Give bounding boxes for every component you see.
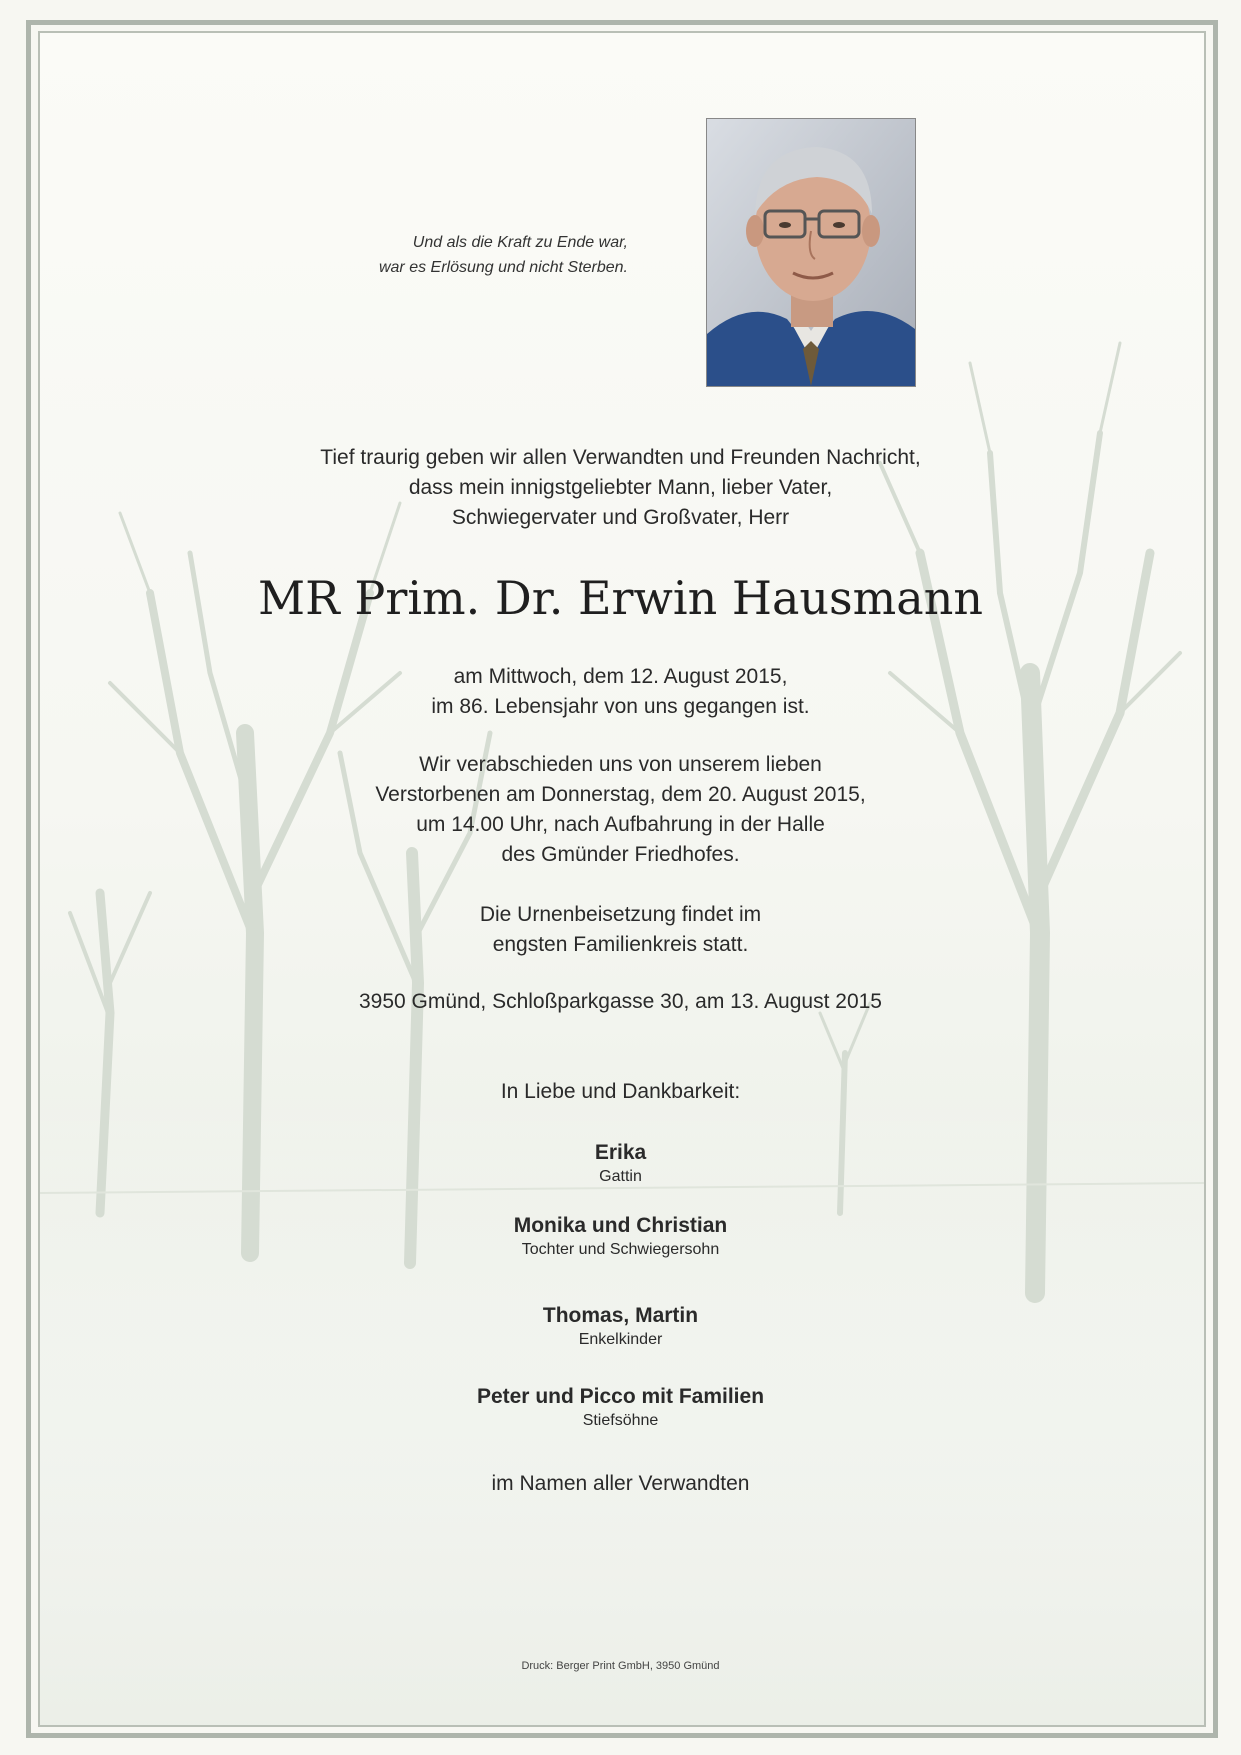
farewell-line-3: um 14.00 Uhr, nach Aufbahrung in der Halle: [416, 813, 825, 836]
deceased-name: MR Prim. Dr. Erwin Hausmann: [258, 571, 983, 625]
urn-line-2: engsten Familienkreis statt.: [492, 933, 749, 956]
intro-line-3: Schwiegervater und Großvater, Herr: [451, 506, 790, 529]
quote-line-1: Und als die Kraft zu Ende war,: [412, 234, 628, 251]
portrait-photo: [706, 118, 916, 387]
closing-line: In Liebe und Dankbarkeit:: [500, 1080, 741, 1103]
family-name: Thomas, Martin: [542, 1304, 699, 1327]
address-date: 3950 Gmünd, Schloßparkgasse 30, am 13. August 2015: [358, 990, 882, 1013]
death-notice: [0, 662, 1241, 722]
intro-line-1: Tief traurig geben wir allen Verwandten und Freunden Nachricht,: [320, 446, 921, 469]
family-role: Tochter und Schwiegersohn: [521, 1241, 720, 1258]
urn-line-1: Die Urnenbeisetzung findet im: [479, 903, 762, 926]
urn-notice: [0, 900, 1241, 960]
family-role: Enkelkinder: [578, 1331, 663, 1348]
relatives-line: im Namen aller Verwandten: [491, 1472, 750, 1495]
family-member-3: [0, 1303, 1241, 1351]
farewell-line-2: Verstorbenen am Donnerstag, dem 20. August 2015,: [375, 783, 866, 806]
intro-line-2: dass mein innigstgeliebter Mann, lieber Vater,: [408, 476, 833, 499]
family-member-2: [0, 1213, 1241, 1261]
family-member-1: [0, 1140, 1241, 1188]
family-name: Peter und Picco mit Familien: [476, 1385, 765, 1408]
memorial-quote: [300, 230, 628, 280]
family-name: Monika und Christian: [513, 1214, 728, 1237]
family-role: Gattin: [599, 1168, 642, 1185]
printer-credit: Druck: Berger Print GmbH, 3950 Gmünd: [521, 1660, 720, 1672]
death-line-1: am Mittwoch, dem 12. August 2015,: [453, 665, 788, 688]
family-member-4: [0, 1384, 1241, 1432]
farewell-line-4: des Gmünder Friedhofes.: [501, 843, 740, 866]
quote-line-2: war es Erlösung und nicht Sterben.: [378, 259, 628, 276]
farewell-line-1: Wir verabschieden uns von unserem lieben: [419, 753, 822, 776]
portrait-illustration: [707, 119, 915, 386]
death-line-2: im 86. Lebensjahr von uns gegangen ist.: [431, 695, 810, 718]
farewell-details: [0, 750, 1241, 870]
family-name: Erika: [594, 1141, 647, 1164]
announcement-intro: [0, 443, 1241, 533]
family-role: Stiefsöhne: [582, 1412, 659, 1429]
